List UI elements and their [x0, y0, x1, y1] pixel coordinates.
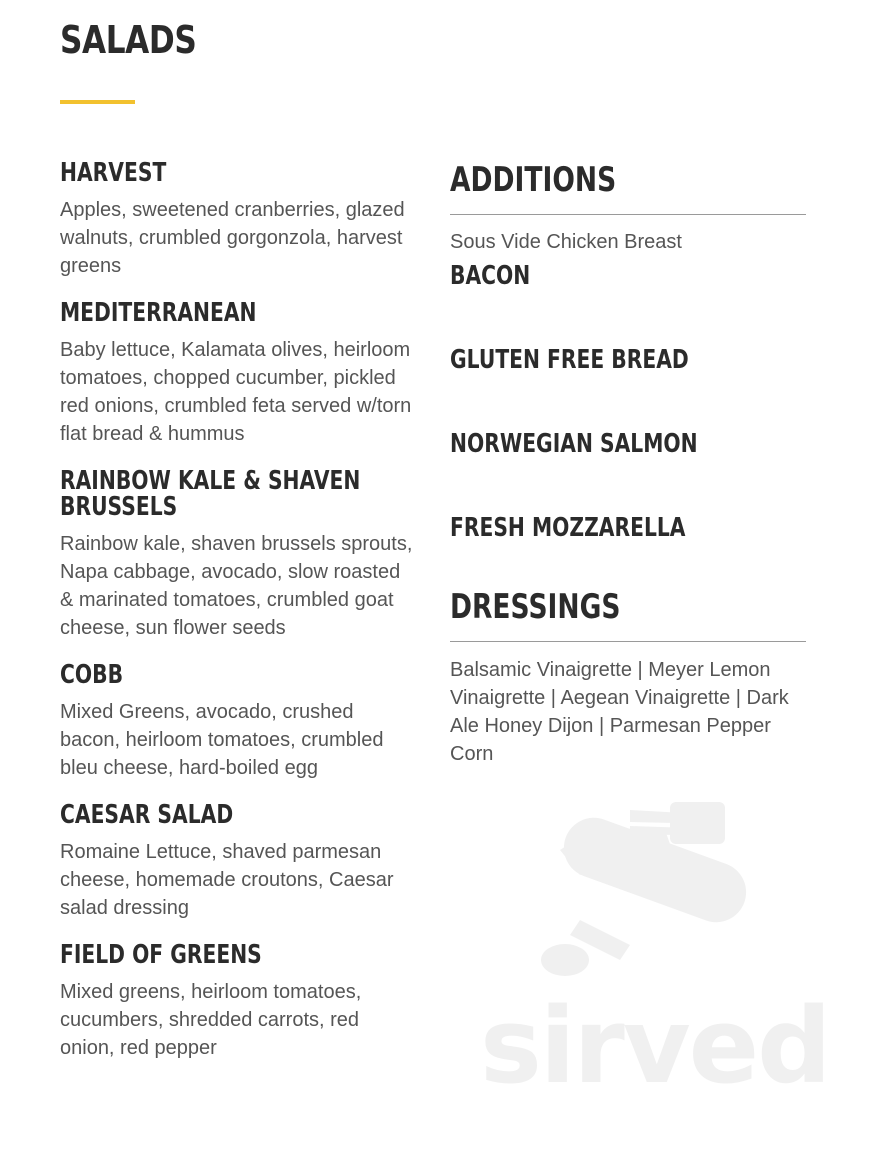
addition-name: BACON [450, 261, 531, 291]
addition-item [450, 263, 806, 347]
item-name: MEDITERRANEAN [60, 298, 257, 328]
item-description: Baby lettuce, Kalamata olives, heirloom tomatoes, chopped cucumber, pickled red onions, crumbled feta served w/torn flat bread & hummus [60, 339, 412, 445]
dressings-heading: DRESSINGS [450, 587, 621, 627]
additions-divider [450, 214, 806, 215]
item-description: Mixed greens, heirloom tomatoes, cucumbers, shredded carrots, red onion, red pepper [60, 981, 362, 1059]
menu-item [60, 942, 415, 1062]
addition-name: GLUTEN FREE BREAD [450, 345, 689, 375]
item-name: COBB [60, 660, 124, 690]
title-underline [60, 100, 135, 104]
addition-name: NORWEGIAN SALMON [450, 429, 698, 459]
page-title: SALADS [60, 18, 197, 62]
fork-spoon-icon [480, 800, 820, 1000]
addition-item: Sous Vide Chicken Breast [450, 231, 682, 253]
item-name: RAINBOW KALE & SHAVEN BRUSSELS [60, 466, 361, 522]
addition-name: FRESH MOZZARELLA [450, 513, 686, 543]
item-name: HARVEST [60, 158, 167, 188]
menu-item [60, 160, 415, 280]
menu-item [60, 300, 415, 448]
menu-item [60, 468, 415, 642]
menu-item [60, 802, 415, 922]
dressings-divider [450, 641, 806, 642]
watermark-text: sirved [480, 985, 830, 1107]
addition-item [450, 515, 806, 581]
menu-item [60, 662, 415, 782]
sides-column [450, 160, 806, 768]
additions-heading: ADDITIONS [450, 160, 617, 200]
addition-item [450, 431, 806, 515]
item-description: Mixed Greens, avocado, crushed bacon, heirloom tomatoes, crumbled bleu cheese, hard-boiled egg [60, 701, 384, 779]
dressings-list: Balsamic Vinaigrette | Meyer Lemon Vinaigrette | Aegean Vinaigrette | Dark Ale Honey Dijon | Parmesan Pepper Corn [450, 659, 789, 765]
item-name: FIELD OF GREENS [60, 940, 262, 970]
addition-item [450, 347, 806, 431]
item-description: Romaine Lettuce, shaved parmesan cheese, homemade croutons, Caesar salad dressing [60, 841, 394, 919]
item-name: CAESAR SALAD [60, 800, 234, 830]
salads-column [60, 160, 415, 1082]
item-description: Rainbow kale, shaven brussels sprouts, Napa cabbage, avocado, slow roasted & marinated tomatoes, crumbled goat cheese, sun flower seeds [60, 533, 413, 639]
watermark [480, 800, 830, 1107]
dressings-section [450, 587, 806, 768]
item-description: Apples, sweetened cranberries, glazed walnuts, crumbled gorgonzola, harvest greens [60, 199, 405, 277]
